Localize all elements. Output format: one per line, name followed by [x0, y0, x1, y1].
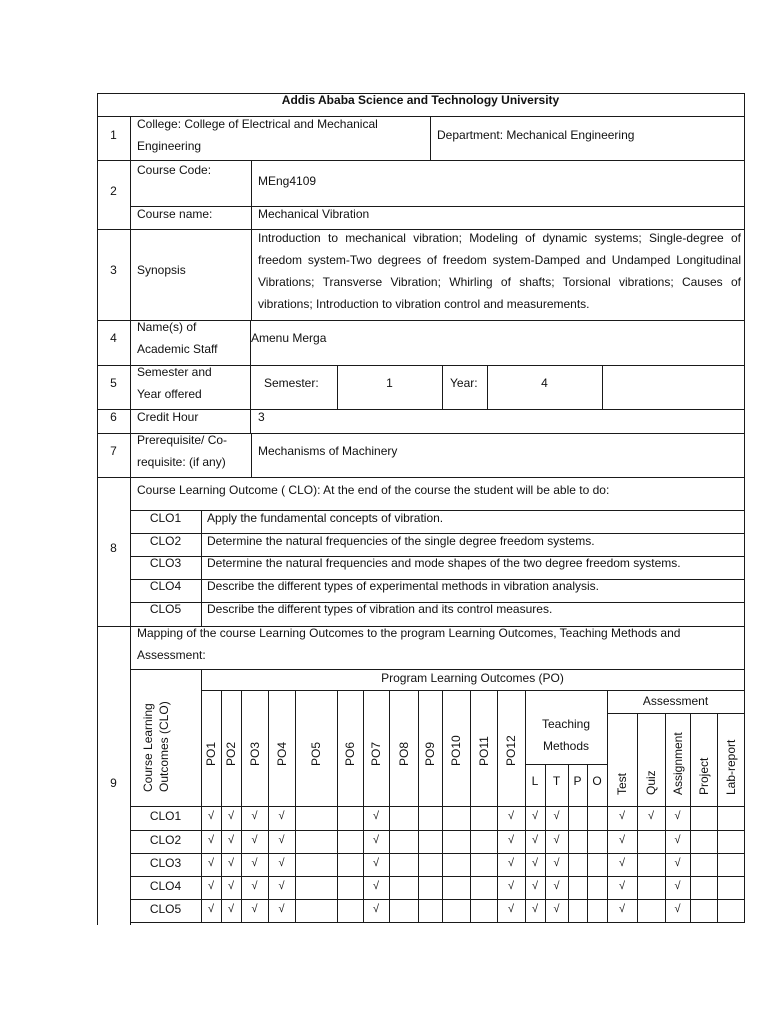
- teaching-methods-line1: Teaching: [541, 717, 591, 731]
- po-header: PO11: [476, 736, 491, 766]
- check-mark: √: [372, 834, 380, 846]
- grid-line: [97, 477, 745, 478]
- teaching-method-header: L: [531, 774, 539, 788]
- prerequisite-label-line1: Prerequisite/ Co-: [137, 433, 228, 447]
- assessment-header: Test: [615, 772, 629, 795]
- check-mark: √: [278, 880, 285, 892]
- mapping-intro-line1: Mapping of the course Learning Outcomes to the program Learning Outcomes, Teaching Methods and: [137, 626, 681, 640]
- check-mark: √: [674, 857, 681, 869]
- check-mark: √: [507, 857, 515, 869]
- row-number-2: 2: [110, 184, 117, 198]
- semester-value: 1: [386, 376, 393, 390]
- college-label-line1: College: College of Electrical and Mechanical: [137, 117, 378, 131]
- check-mark: √: [553, 834, 560, 846]
- row-number-9: 9: [110, 776, 117, 790]
- check-mark: √: [278, 903, 285, 915]
- assessment-header: Lab-report: [723, 739, 738, 795]
- assessment-heading: Assessment: [642, 694, 709, 708]
- check-mark: √: [227, 880, 235, 892]
- row-number-6: 6: [110, 410, 117, 424]
- grid-line: [607, 713, 745, 714]
- check-mark: √: [207, 903, 215, 915]
- clo-description: Determine the natural frequencies of the single degree freedom systems.: [207, 534, 595, 548]
- teaching-methods-line2: Methods: [542, 739, 590, 753]
- matrix-clo-label: CLO1: [149, 809, 182, 823]
- check-mark: √: [278, 857, 285, 869]
- grid-line: [97, 93, 98, 925]
- grid-line: [442, 690, 443, 923]
- clo-description: Describe the different types of experimental methods in vibration analysis.: [207, 579, 599, 593]
- clo-id: CLO4: [149, 579, 182, 593]
- matrix-clo-label: CLO2: [149, 833, 182, 847]
- check-mark: √: [507, 880, 515, 892]
- prerequisite-value: Mechanisms of Machinery: [258, 444, 398, 458]
- grid-line: [268, 690, 269, 923]
- check-mark: √: [227, 810, 235, 822]
- row-number-4: 4: [110, 331, 117, 345]
- check-mark: √: [207, 857, 215, 869]
- course-name-label: Course name:: [137, 207, 213, 221]
- assessment-header: Quiz: [644, 770, 658, 795]
- prerequisite-label-line2: requisite: (if any): [137, 455, 226, 469]
- synopsis-text: Introduction to mechanical vibration; Modeling of dynamic systems; Single-degree of freedom system-Two degrees of freedom system-Damped and Undamped Longitudinal Vibrations; Transverse Vibration; Whirling of shafts; Torsional vibrations; Causes of vibrations; Introduction to vibration control and measurements.: [258, 231, 741, 311]
- check-mark: √: [207, 810, 215, 822]
- matrix-clo-label: CLO3: [149, 856, 182, 870]
- course-name-value: Mechanical Vibration: [258, 207, 370, 221]
- clo-axis-line1: Course Learning: [141, 703, 155, 792]
- row-number-7: 7: [110, 444, 117, 458]
- check-mark: √: [507, 834, 515, 846]
- grid-line: [251, 433, 252, 478]
- grid-line: [602, 365, 603, 410]
- semester-label-line2: Year offered: [137, 387, 202, 401]
- clo-intro: Course Learning Outcome ( CLO): At the end of the course the student will be able to do:: [137, 483, 610, 497]
- po-header: PO9: [423, 741, 437, 766]
- grid-line: [744, 93, 745, 923]
- check-mark: √: [553, 903, 560, 915]
- program-outcomes-heading: Program Learning Outcomes (PO): [381, 671, 564, 685]
- po-header: PO7: [369, 741, 383, 766]
- check-mark: √: [618, 834, 626, 846]
- staff-label-line2: Academic Staff: [137, 342, 218, 356]
- po-header: PO6: [343, 741, 357, 766]
- grid-line: [201, 510, 202, 627]
- check-mark: √: [618, 880, 626, 892]
- check-mark: √: [251, 903, 258, 915]
- grid-line: [337, 690, 338, 923]
- grid-line: [430, 116, 431, 161]
- po-header: PO4: [274, 741, 289, 766]
- row-number-8: 8: [110, 541, 117, 555]
- teaching-method-header: O: [592, 774, 602, 788]
- staff-label-line1: Name(s) of: [137, 320, 197, 334]
- check-mark: √: [227, 834, 235, 846]
- check-mark: √: [372, 857, 380, 869]
- check-mark: √: [251, 834, 258, 846]
- synopsis-label: Synopsis: [137, 263, 186, 277]
- check-mark: √: [531, 903, 539, 915]
- grid-line: [418, 690, 419, 923]
- grid-line: [690, 713, 691, 923]
- check-mark: √: [531, 834, 539, 846]
- row-number-3: 3: [110, 263, 117, 277]
- grid-line: [241, 690, 242, 923]
- po-header: PO5: [309, 741, 323, 766]
- grid-line: [470, 690, 471, 923]
- grid-line: [389, 690, 390, 923]
- university-title: Addis Ababa Science and Technology University: [281, 93, 560, 107]
- check-mark: √: [553, 880, 560, 892]
- assessment-header: Assignment: [670, 732, 685, 795]
- grid-line: [130, 922, 745, 923]
- check-mark: √: [251, 857, 258, 869]
- check-mark: √: [278, 810, 285, 822]
- check-mark: √: [251, 810, 258, 822]
- matrix-clo-label: CLO4: [149, 879, 182, 893]
- grid-line: [525, 764, 608, 765]
- clo-description: Apply the fundamental concepts of vibration.: [207, 511, 444, 525]
- assessment-header: Project: [696, 757, 711, 795]
- check-mark: √: [531, 880, 539, 892]
- po-header: PO12: [504, 735, 518, 766]
- check-mark: √: [372, 903, 380, 915]
- clo-id: CLO1: [149, 511, 182, 525]
- grid-line: [251, 160, 252, 321]
- matrix-clo-label: CLO5: [149, 902, 182, 916]
- grid-line: [295, 690, 296, 923]
- check-mark: √: [553, 810, 560, 822]
- check-mark: √: [553, 857, 560, 869]
- teaching-method-header: T: [552, 774, 561, 788]
- check-mark: √: [531, 857, 539, 869]
- check-mark: √: [674, 834, 681, 846]
- check-mark: √: [372, 880, 380, 892]
- clo-id: CLO3: [149, 556, 182, 570]
- check-mark: √: [227, 903, 235, 915]
- course-code-label: Course Code:: [137, 163, 212, 177]
- po-header: PO2: [224, 741, 238, 766]
- po-header: PO8: [396, 741, 411, 766]
- teaching-method-header: P: [573, 774, 582, 788]
- grid-line: [363, 690, 364, 923]
- check-mark: √: [618, 857, 626, 869]
- credit-hour-value: 3: [258, 410, 265, 424]
- grid-line: [607, 690, 608, 923]
- check-mark: √: [507, 903, 515, 915]
- grid-line: [637, 713, 638, 923]
- credit-hour-label: Credit Hour: [137, 410, 199, 424]
- course-code-value: MEng4109: [258, 174, 317, 188]
- check-mark: √: [251, 880, 258, 892]
- clo-description: Determine the natural frequencies and mode shapes of the two degree freedom systems.: [207, 556, 681, 570]
- check-mark: √: [618, 903, 626, 915]
- check-mark: √: [674, 903, 681, 915]
- check-mark: √: [372, 810, 380, 822]
- check-mark: √: [674, 880, 681, 892]
- staff-name: Amenu Merga: [251, 331, 327, 345]
- grid-line: [497, 690, 498, 923]
- clo-id: CLO2: [149, 534, 182, 548]
- department-label: Department: Mechanical Engineering: [437, 128, 635, 142]
- grid-line: [130, 206, 745, 207]
- check-mark: √: [531, 810, 539, 822]
- semester-key: Semester:: [264, 376, 319, 390]
- check-mark: √: [207, 834, 215, 846]
- check-mark: √: [647, 810, 655, 822]
- semester-label-line1: Semester and: [137, 365, 212, 379]
- clo-id: CLO5: [149, 602, 182, 616]
- check-mark: √: [207, 880, 215, 892]
- check-mark: √: [674, 810, 681, 822]
- year-key: Year:: [450, 376, 478, 390]
- check-mark: √: [618, 810, 626, 822]
- grid-line: [717, 713, 718, 923]
- po-header: PO1: [204, 741, 218, 766]
- row-number-5: 5: [110, 376, 117, 390]
- year-value: 4: [541, 376, 548, 390]
- grid-line: [665, 713, 666, 923]
- clo-description: Describe the different types of vibration and its control measures.: [207, 602, 553, 616]
- mapping-intro-line2: Assessment:: [137, 648, 206, 662]
- po-header: PO10: [449, 735, 463, 766]
- check-mark: √: [507, 810, 515, 822]
- row-number-1: 1: [110, 128, 117, 142]
- check-mark: √: [278, 834, 285, 846]
- po-header: PO3: [247, 741, 262, 766]
- clo-axis-line2: Outcomes (CLO): [157, 701, 171, 792]
- college-label-line2: Engineering: [137, 139, 202, 153]
- grid-line: [442, 365, 443, 410]
- check-mark: √: [227, 857, 235, 869]
